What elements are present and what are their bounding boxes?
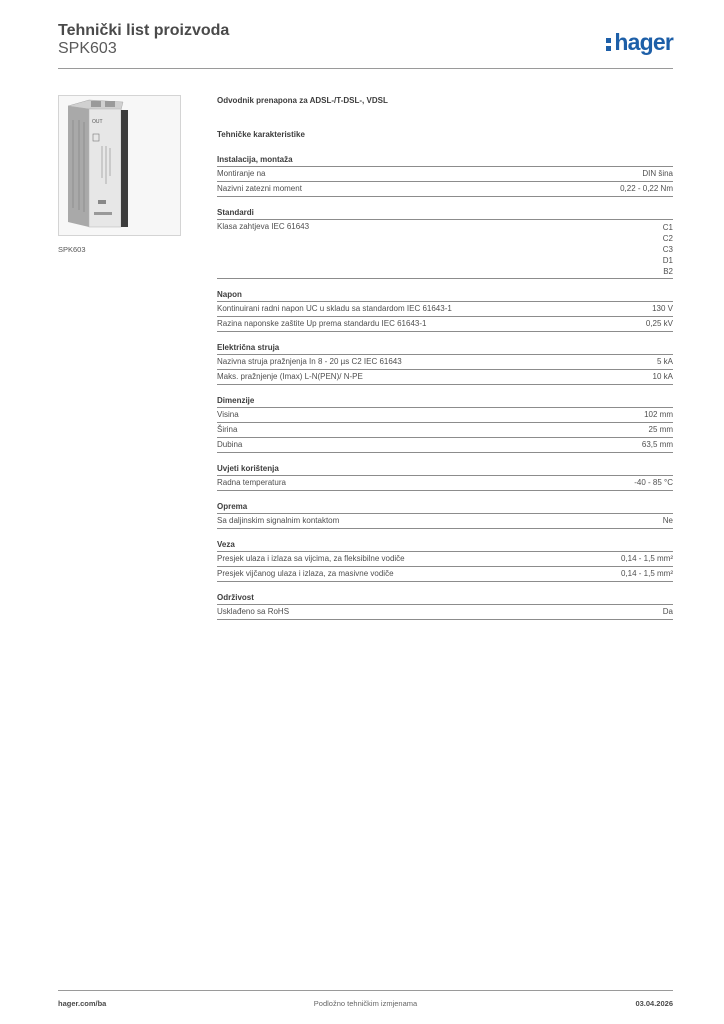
spec-value: 0,14 - 1,5 mm² <box>620 569 673 578</box>
image-caption: SPK603 <box>58 245 86 254</box>
section-title: Napon <box>217 290 673 302</box>
spec-value-list <box>663 222 673 278</box>
spec-value: Ne <box>662 516 673 525</box>
spec-row <box>217 514 673 529</box>
section-operating-conditions <box>217 464 673 491</box>
specs-heading: Tehničke karakteristike <box>217 130 305 139</box>
spec-row <box>217 438 673 453</box>
section-title: Električna struja <box>217 343 673 355</box>
hager-logo[interactable] <box>606 29 673 56</box>
spec-value: 0,14 - 1,5 mm² <box>620 554 673 563</box>
spec-value: 130 V <box>652 304 673 313</box>
spec-label: Presjek ulaza i izlaza sa vijcima, za fleksibilne vodiče <box>217 554 405 563</box>
section-title: Oprema <box>217 502 673 514</box>
spec-row <box>217 605 673 620</box>
spec-label: Radna temperatura <box>217 478 286 487</box>
spec-label: Nazivni zatezni moment <box>217 184 302 193</box>
spec-row <box>217 552 673 567</box>
spec-value: C3 <box>662 245 673 254</box>
spec-row <box>217 302 673 317</box>
spec-value: C2 <box>662 234 673 243</box>
spec-row <box>217 182 673 197</box>
spec-label: Montiranje na <box>217 169 266 178</box>
website-link[interactable]: hager.com/ba <box>58 999 107 1008</box>
section-title: Uvjeti korištenja <box>217 464 673 476</box>
spec-label: Kontinuirani radni napon UC u skladu sa standardom IEC 61643-1 <box>217 304 452 313</box>
logo-text: hager <box>614 29 673 55</box>
section-title: Instalacija, montaža <box>217 155 673 167</box>
spec-value: 0,22 - 0,22 Nm <box>620 184 673 193</box>
product-description: Odvodnik prenapona za ADSL-/T-DSL-, VDSL <box>217 96 388 105</box>
spec-row <box>217 355 673 370</box>
section-standards <box>217 208 673 279</box>
out-label: OUT <box>92 119 103 125</box>
section-voltage <box>217 290 673 332</box>
document-title: Tehnički list proizvoda <box>58 22 230 39</box>
spec-row <box>217 370 673 385</box>
product-code: SPK603 <box>58 40 117 57</box>
spec-value: 25 mm <box>648 425 673 434</box>
section-title: Dimenzije <box>217 396 673 408</box>
spec-value: 63,5 mm <box>641 440 673 449</box>
section-equipment <box>217 502 673 529</box>
spec-label: Presjek vijčanog ulaza i izlaza, za masivne vodiče <box>217 569 394 578</box>
product-image <box>58 95 181 236</box>
footer-date: 03.04.2026 <box>635 999 673 1008</box>
page-footer <box>58 990 673 1010</box>
spec-value: 0,25 kV <box>645 319 673 328</box>
spec-label: Klasa zahtjeva IEC 61643 <box>217 222 310 231</box>
spec-row <box>217 317 673 332</box>
spec-row <box>217 167 673 182</box>
spec-label: Nazivna struja pražnjenja In 8 - 20 µs C2 IEC 61643 <box>217 357 402 366</box>
section-dimensions <box>217 396 673 453</box>
spec-row <box>217 220 673 279</box>
spec-value: B2 <box>663 267 673 276</box>
spec-row <box>217 423 673 438</box>
spec-value: -40 - 85 °C <box>634 478 673 487</box>
section-connection <box>217 540 673 582</box>
section-title: Standardi <box>217 208 673 220</box>
section-title: Veza <box>217 540 673 552</box>
spec-value: 5 kA <box>656 357 673 366</box>
spec-label: Usklađeno sa RoHS <box>217 607 290 616</box>
spec-value: D1 <box>662 256 673 265</box>
spec-value: DIN šina <box>642 169 673 178</box>
spec-value: 10 kA <box>652 372 673 381</box>
spec-row <box>217 408 673 423</box>
section-title: Održivost <box>217 593 673 605</box>
surge-protector-illustration <box>59 96 180 235</box>
logo-colon-icon <box>606 33 613 53</box>
spec-value: Da <box>662 607 673 616</box>
section-current <box>217 343 673 385</box>
spec-label: Dubina <box>217 440 243 449</box>
spec-row <box>217 567 673 582</box>
spec-content <box>217 96 673 631</box>
spec-value: C1 <box>662 223 673 232</box>
section-sustainability <box>217 593 673 620</box>
spec-label: Širina <box>217 425 238 434</box>
spec-label: Maks. pražnjenje (Imax) L-N(PEN)/ N-PE <box>217 372 363 381</box>
section-installation <box>217 155 673 197</box>
spec-label: Razina naponske zaštite Up prema standardu IEC 61643-1 <box>217 319 427 328</box>
spec-value: 102 mm <box>644 410 673 419</box>
spec-label: Sa daljinskim signalnim kontaktom <box>217 516 340 525</box>
page-header <box>58 20 673 69</box>
spec-label: Visina <box>217 410 239 419</box>
footer-note: Podložno tehničkim izmjenama <box>313 999 418 1008</box>
spec-row <box>217 476 673 491</box>
